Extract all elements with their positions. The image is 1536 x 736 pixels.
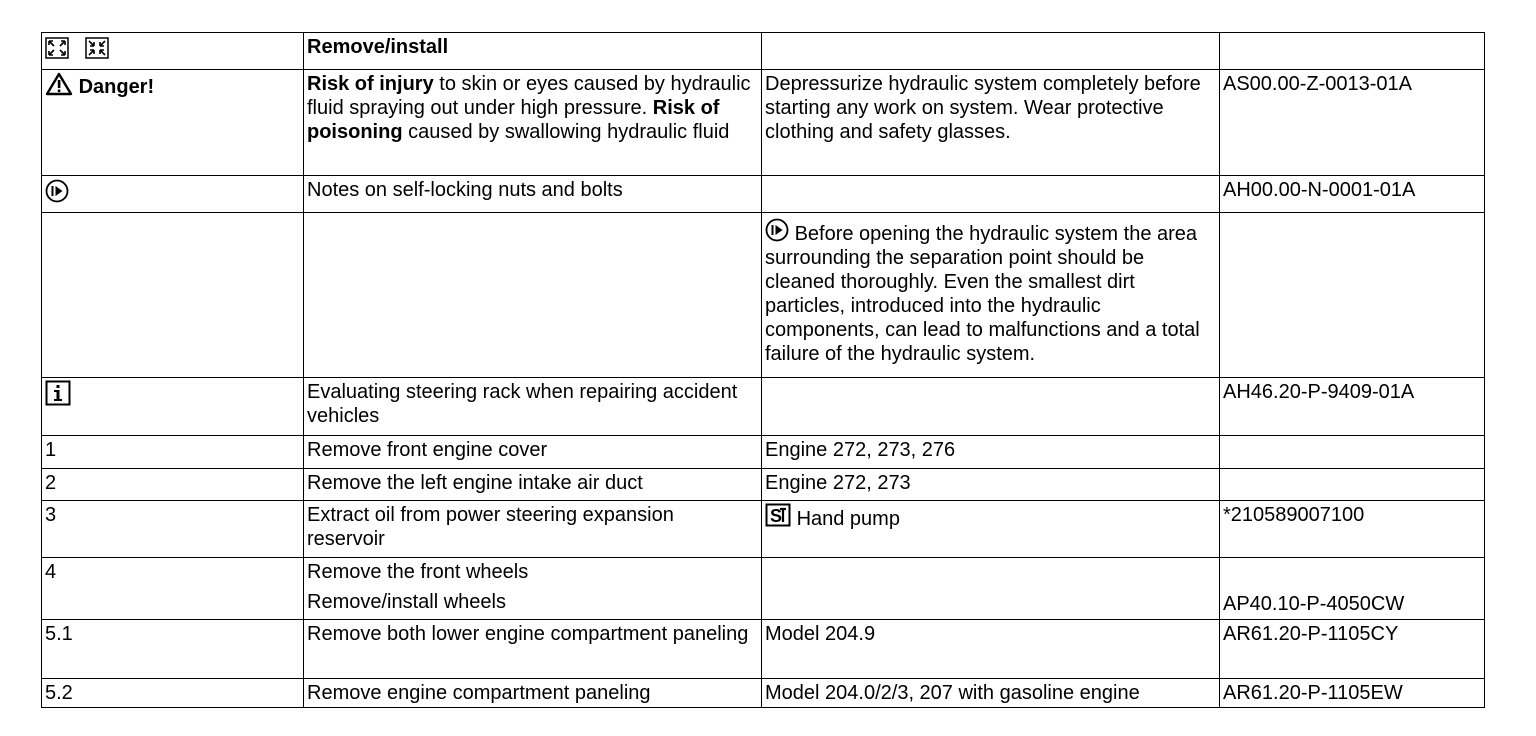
install-icon bbox=[85, 37, 109, 59]
step-number: 1 bbox=[42, 436, 304, 469]
cleaning-note-row bbox=[42, 213, 1485, 378]
step-text: Remove both lower engine compartment paneling bbox=[304, 620, 762, 679]
header-icons-cell bbox=[42, 33, 304, 70]
svg-text:S: S bbox=[770, 506, 783, 526]
step-text: Remove engine compartment paneling bbox=[304, 679, 762, 708]
danger-label: Danger! bbox=[78, 76, 155, 98]
step-text: Extract oil from power steering expansion reservoir bbox=[304, 501, 762, 558]
danger-measure: Depressurize hydraulic system completely before starting any work on system. Wear protective clothing and safety glasses. bbox=[762, 70, 1220, 176]
danger-doc-ref[interactable]: AS00.00-Z-0013-01A bbox=[1220, 70, 1485, 176]
cleaning-note-text: Before opening the hydraulic system the area surrounding the separation point should be cleaned thoroughly. Even the smallest dirt particles, introduced into the hydraulic components, can lead to malfunctions and a total failure of the hydraulic system. bbox=[765, 223, 1200, 365]
note-nuts-doc-ref[interactable]: AH00.00-N-0001-01A bbox=[1220, 176, 1485, 213]
note-nuts-row bbox=[42, 176, 1485, 213]
step-subtext: Remove/install wheels bbox=[307, 591, 506, 613]
step-number: 4 bbox=[42, 558, 304, 620]
note-nuts-text: Notes on self-locking nuts and bolts bbox=[304, 176, 762, 213]
header-row bbox=[42, 33, 1485, 70]
cleaning-note-cell bbox=[762, 213, 1220, 378]
step-doc-ref[interactable] bbox=[1220, 469, 1485, 501]
step-note: Model 204.0/2/3, 207 with gasoline engine bbox=[762, 679, 1220, 708]
danger-row bbox=[42, 70, 1485, 176]
step-number: 5.1 bbox=[42, 620, 304, 679]
step-number: 3 bbox=[42, 501, 304, 558]
header-title: Remove/install bbox=[304, 33, 762, 70]
table-row bbox=[42, 679, 1485, 708]
table-row bbox=[42, 558, 1485, 620]
step-note bbox=[762, 558, 1220, 620]
table-row bbox=[42, 469, 1485, 501]
info-doc-ref[interactable]: AH46.20-P-9409-01A bbox=[1220, 378, 1485, 436]
table-row bbox=[42, 501, 1485, 558]
step-doc-ref[interactable] bbox=[1220, 436, 1485, 469]
step-text: Remove front engine cover bbox=[304, 436, 762, 469]
note-arrow-icon bbox=[765, 218, 789, 242]
note-arrow-icon bbox=[45, 179, 69, 203]
table-row bbox=[42, 620, 1485, 679]
danger-risk-text: Risk of injury to skin or eyes caused by hydraulic fluid spraying out under high pressure. Risk of poisoning caused by swallowing hydraulic fluid bbox=[304, 70, 762, 176]
step-note: Hand pump bbox=[796, 508, 900, 530]
info-row bbox=[42, 378, 1485, 436]
step-number: 2 bbox=[42, 469, 304, 501]
step-text: Remove the front wheels bbox=[307, 561, 529, 583]
danger-label-cell bbox=[42, 70, 304, 176]
step-doc-ref[interactable]: AR61.20-P-1105EW bbox=[1220, 679, 1485, 708]
step-note: Model 204.9 bbox=[762, 620, 1220, 679]
step-doc-ref[interactable]: *210589007100 bbox=[1220, 501, 1485, 558]
special-tool-icon bbox=[765, 503, 791, 527]
step-note: Engine 272, 273, 276 bbox=[762, 436, 1220, 469]
step-text: Remove the left engine intake air duct bbox=[304, 469, 762, 501]
info-text: Evaluating steering rack when repairing accident vehicles bbox=[304, 378, 762, 436]
warning-triangle-icon bbox=[45, 72, 73, 96]
step-doc-ref[interactable]: AP40.10-P-4050CW bbox=[1223, 593, 1405, 615]
step-doc-ref[interactable]: AR61.20-P-1105CY bbox=[1220, 620, 1485, 679]
step-number: 5.2 bbox=[42, 679, 304, 708]
step-note: Engine 272, 273 bbox=[762, 469, 1220, 501]
remove-icon bbox=[45, 37, 69, 59]
step-note-cell bbox=[762, 501, 1220, 558]
table-row bbox=[42, 436, 1485, 469]
info-icon bbox=[45, 380, 71, 406]
procedure-table bbox=[41, 32, 1485, 708]
